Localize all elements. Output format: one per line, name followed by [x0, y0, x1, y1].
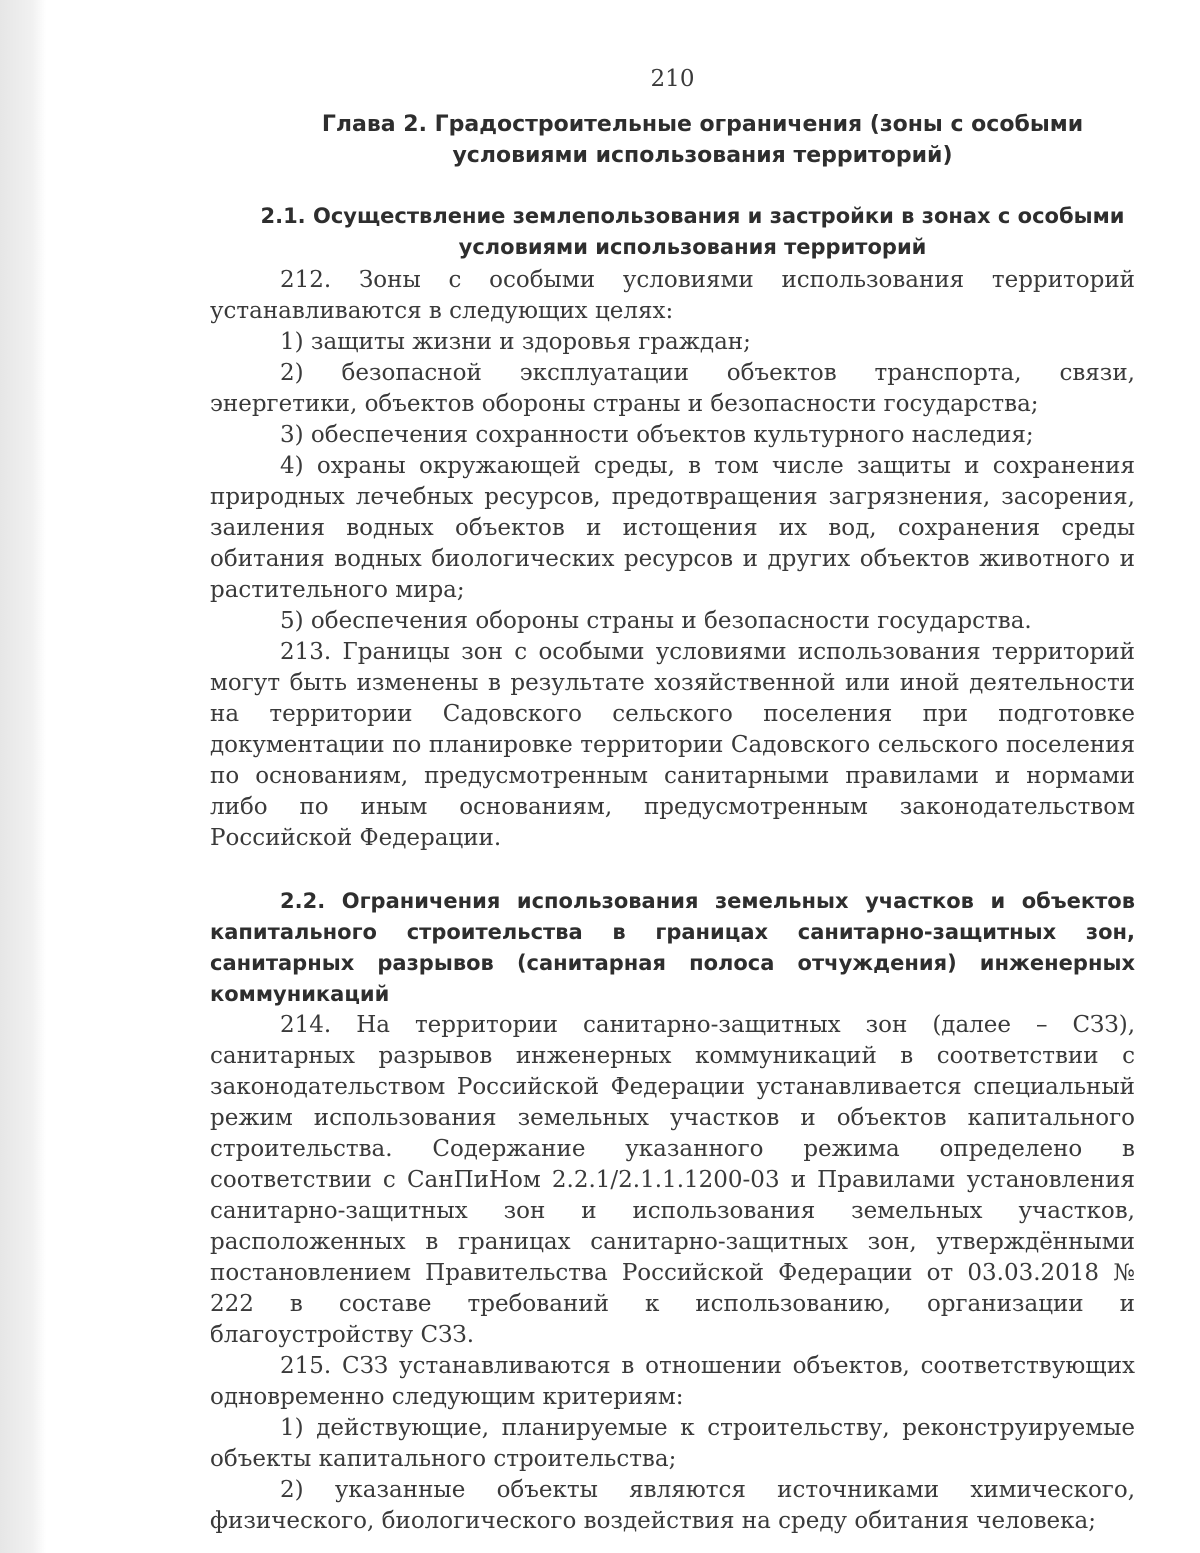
- paragraph-215: 215. СЗЗ устанавливаются в отношении объектов, соответствующих одновременно следующим критериям:: [210, 1353, 1135, 1410]
- section-1-title: 2.1. Осуществление землепользования и застройки в зонах с особыми условиями использования территорий: [260, 204, 1125, 259]
- list-item: 2) безопасной эксплуатации объектов транспорта, связи, энергетики, объектов обороны страны и безопасности государства;: [210, 360, 1135, 417]
- list-item: 3) обеспечения сохранности объектов культурного наследия;: [280, 422, 1034, 448]
- section-2-title: 2.2. Ограничения использования земельных участков и объектов капитального строительства в границах санитарно-защитных зон, санитарных разрывов (санитарная полоса отчуждения) инженерных коммуникаций: [210, 889, 1135, 1006]
- list-item: 1) защиты жизни и здоровья граждан;: [280, 329, 751, 355]
- paragraph-212: 212. Зоны с особыми условиями использования территорий устанавливаются в следующих целях:: [210, 267, 1135, 324]
- list-item: 5) обеспечения обороны страны и безопасности государства.: [280, 608, 1032, 634]
- scan-edge-shadow: [0, 0, 46, 1553]
- paragraph-213: 213. Границы зон с особыми условиями использования территорий могут быть изменены в результате хозяйственной или иной деятельности на территории Садовского сельского поселения при подготовке документации по планировке территории Садовского сельского поселения по основаниям, предусмотренным санитарными правилами и нормами либо по иным основаниям, предусмотренным законодательством Российской Федерации.: [210, 639, 1135, 851]
- list-item: 4) охраны окружающей среды, в том числе защиты и сохранения природных лечебных ресурсов, предотвращения загрязнения, засорения, заиления водных объектов и истощения их вод, сохранения среды обитания водных биологических ресурсов и других объектов животного и растительного мира;: [210, 453, 1135, 603]
- paragraph-214: 214. На территории санитарно-защитных зон (далее – СЗЗ), санитарных разрывов инженерных коммуникаций в соответствии с законодательством Российской Федерации устанавливается специальный режим использования земельных участков и объектов капитального строительства. Содержание указанного режима определено в соответствии с СанПиНом 2.2.1/2.1.1.1200-03 и Правилами установления санитарно-защитных зон и использования земельных участков, расположенных в границах санитарно-защитных зон, утверждёнными постановлением Правительства Российской Федерации от 03.03.2018 № 222 в составе требований к использованию, организации и благоустройству СЗЗ.: [210, 1012, 1135, 1348]
- chapter-title: Глава 2. Градостроительные ограничения (зоны с особыми условиями использования территорий): [321, 112, 1084, 168]
- list-item: 1) действующие, планируемые к строительству, реконструируемые объекты капитального строительства;: [210, 1415, 1135, 1472]
- page-number: 210: [650, 66, 695, 92]
- list-item: 2) указанные объекты являются источниками химического, физического, биологического воздействия на среду обитания человека;: [210, 1477, 1135, 1534]
- document-page: [210, 64, 1135, 1537]
